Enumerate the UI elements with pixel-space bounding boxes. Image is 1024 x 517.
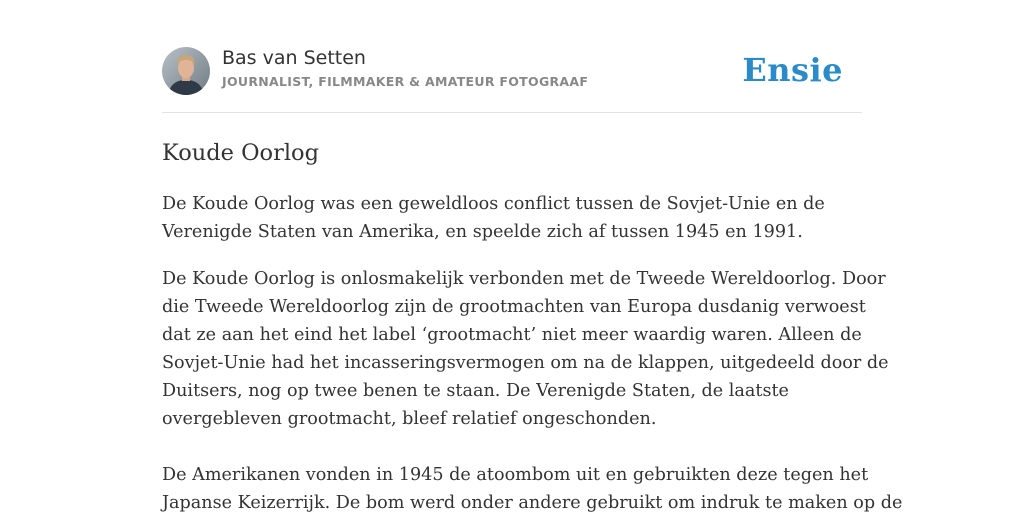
author-tagline: JOURNALIST, FILMMAKER & AMATEUR FOTOGRAAF [222,74,589,89]
paragraph-line: Sovjet-Unie had het incasseringsvermogen om na de klappen, uitgedeeld door de [162,353,889,373]
author-header [162,0,862,113]
paragraph-line: overgebleven grootmacht, bleef relatief ongeschonden. [162,409,657,429]
page-container [162,0,903,513]
paragraph-line: Verenigde Staten van Amerika, en speelde zich af tussen 1945 en 1991. [162,222,803,242]
author-avatar[interactable] [162,47,210,95]
article-paragraph [162,265,889,433]
ensie-logo[interactable]: Ensie [742,51,843,89]
paragraph-line: De Amerikanen vonden in 1945 de atoombom uit en gebruikten deze tegen het [162,465,869,485]
avatar-photo-icon [162,47,210,95]
paragraph-line: De Koude Oorlog is onlosmakelijk verbonden met de Tweede Wereldoorlog. Door [162,269,886,289]
article-paragraph [162,461,903,517]
paragraph-line: dat ze aan het eind het label ‘grootmacht’ niet meer waardig waren. Alleen de [162,325,862,345]
paragraph-line: De Koude Oorlog was een geweldloos conflict tussen de Sovjet-Unie en de [162,194,825,214]
author-name[interactable]: Bas van Setten [222,47,366,69]
article-title: Koude Oorlog [162,140,320,166]
paragraph-line: die Tweede Wereldoorlog zijn de grootmachten van Europa dusdanig verwoest [162,297,866,317]
article-paragraph [162,190,868,246]
paragraph-line: Duitsers, nog op twee benen te staan. De Verenigde Staten, de laatste [162,381,789,401]
paragraph-line: Japanse Keizerrijk. De bom werd onder andere gebruikt om indruk te maken op de [162,493,903,513]
